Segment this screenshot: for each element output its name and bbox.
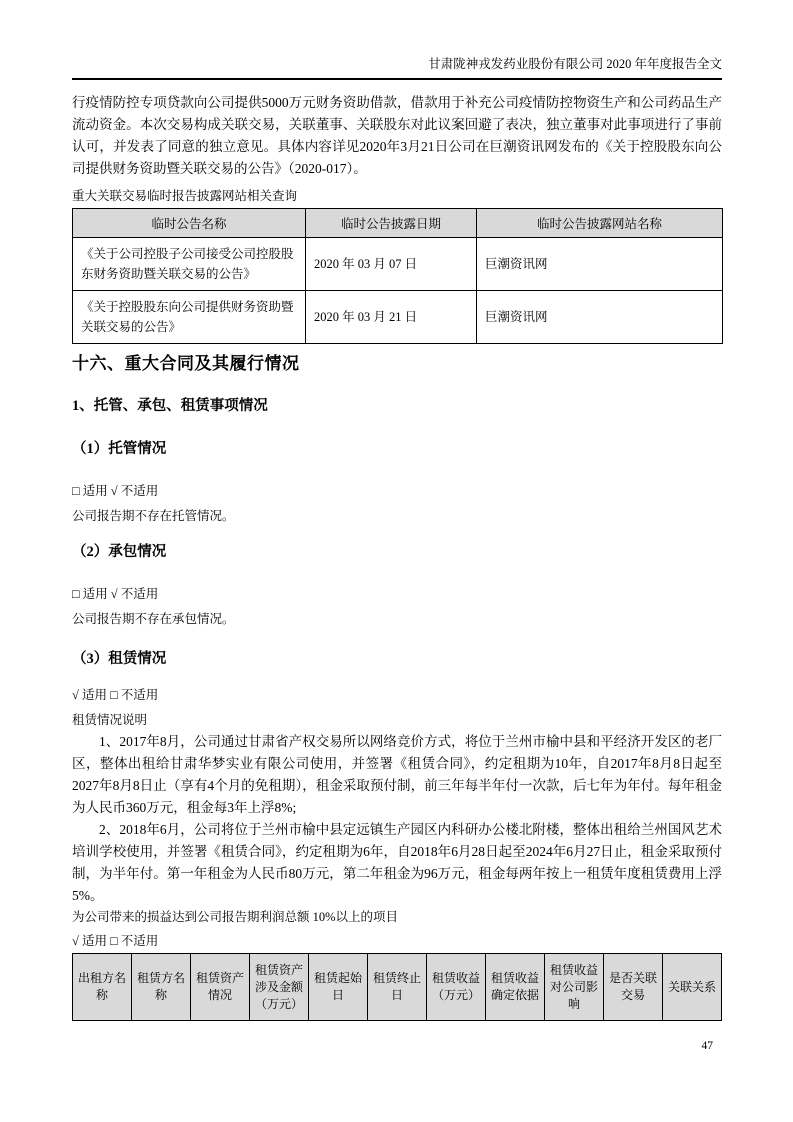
column-header-disclosure-site: 临时公告披露网站名称	[477, 209, 723, 238]
intro-paragraph: 行疫情防控专项贷款向公司提供5000万元财务资助借款，借款用于补充公司疫情防控物资生产和公司药品生产流动资金。本次交易构成关联交易，关联董事、关联股东对此议案回避了表决，独立董事对此事项进行了事前认可，并发表了同意的独立意见。具体内容详见2020年3月21日公司在巨潮资讯网发布的《关于控股股东向公司提供财务资助暨关联交易的公告》（2020-017）。	[72, 95, 722, 176]
announcement-name-cell: 《关于公司控股子公司接受公司控股股东财务资助暨关联交易的公告》	[73, 238, 306, 291]
table-header-row	[73, 209, 723, 238]
column-header-lease-end-date: 租赁终止日	[368, 954, 427, 1021]
column-header-lease-income: 租赁收益（万元）	[427, 954, 486, 1021]
contracting-note: 公司报告期不存在承包情况。	[72, 612, 235, 626]
section-title-major-contracts: 十六、重大合同及其履行情况	[72, 354, 300, 373]
item-title-contracting: （2）承包情况	[72, 544, 167, 560]
profit-threshold-line: 为公司带来的损益达到公司报告期利润总额 10%以上的项目	[72, 910, 399, 924]
announcement-name-cell: 《关于控股股东向公司提供财务资助暨关联交易的公告》	[73, 291, 306, 344]
document-title: 甘肃陇神戎发药业股份有限公司 2020 年年度报告全文	[428, 57, 722, 71]
column-header-lease-start-date: 租赁起始日	[309, 954, 368, 1021]
threshold-applicable-line: √ 适用 □ 不适用	[72, 934, 159, 948]
table-header-row	[73, 954, 722, 1021]
lease-paragraph-2: 2、2018年6月，公司将位于兰州市榆中县定远镇生产园区内科研办公楼北附楼，整体出租给兰州国风艺术培训学校使用，并签署《租赁合同》，约定租期为6年，自2018年6月28日起至2024年6月27日止，租金采取预付制，为半年付。第一年租金为人民币80万元，第二年租金为96万元，租金每两年按上一租赁年度租赁费用上浮5%。	[72, 822, 722, 903]
custody-applicable-line: □ 适用 √ 不适用	[72, 484, 159, 498]
column-header-related-transaction: 是否关联交易	[604, 954, 663, 1021]
subsection-title-custody-contracting-leasing: 1、托管、承包、租赁事项情况	[72, 398, 268, 414]
column-header-lessee-name: 租赁方名称	[132, 954, 191, 1021]
table-row	[73, 238, 723, 291]
column-header-income-basis: 租赁收益确定依据	[486, 954, 545, 1021]
column-header-related-relationship: 关联关系	[663, 954, 722, 1021]
disclosure-date-cell: 2020 年 03 月 21 日	[306, 291, 477, 344]
table-row	[73, 291, 723, 344]
column-header-lessor-name: 出租方名称	[73, 954, 132, 1021]
column-header-asset-amount: 租赁资产涉及金额（万元）	[250, 954, 309, 1021]
disclosure-date-cell: 2020 年 03 月 07 日	[306, 238, 477, 291]
disclosure-table-caption: 重大关联交易临时报告披露网站相关查询	[72, 189, 298, 203]
lease-detail-table	[72, 953, 722, 1021]
document-header	[72, 56, 722, 80]
leasing-applicable-line: √ 适用 □ 不适用	[72, 688, 159, 702]
column-header-announcement-name: 临时公告名称	[73, 209, 306, 238]
item-title-custody: （1）托管情况	[72, 441, 167, 457]
column-header-disclosure-date: 临时公告披露日期	[306, 209, 477, 238]
item-title-leasing: （3）租赁情况	[72, 651, 167, 667]
disclosure-site-cell: 巨潮资讯网	[477, 291, 723, 344]
contracting-applicable-line: □ 适用 √ 不适用	[72, 587, 159, 601]
lease-paragraph-1: 1、2017年8月，公司通过甘肃省产权交易所以网络竞价方式，将位于兰州市榆中县和平经济开发区的老厂区，整体出租给甘肃华梦实业有限公司使用，并签署《租赁合同》，约定租期为10年，自2017年8月8日起至2027年8月8日止（享有4个月的免租期），租金采取预付制，前三年每半年付一次款，后七年为年付。每年租金为人民币360万元，租金每3年上浮8%;	[72, 734, 722, 815]
leasing-note-label: 租赁情况说明	[72, 713, 148, 727]
column-header-impact-on-company: 租赁收益对公司影响	[545, 954, 604, 1021]
page-number: 47	[701, 1040, 713, 1052]
custody-note: 公司报告期不存在托管情况。	[72, 509, 235, 523]
disclosure-site-cell: 巨潮资讯网	[477, 238, 723, 291]
column-header-leased-asset: 租赁资产情况	[191, 954, 250, 1021]
disclosure-table	[72, 208, 723, 344]
